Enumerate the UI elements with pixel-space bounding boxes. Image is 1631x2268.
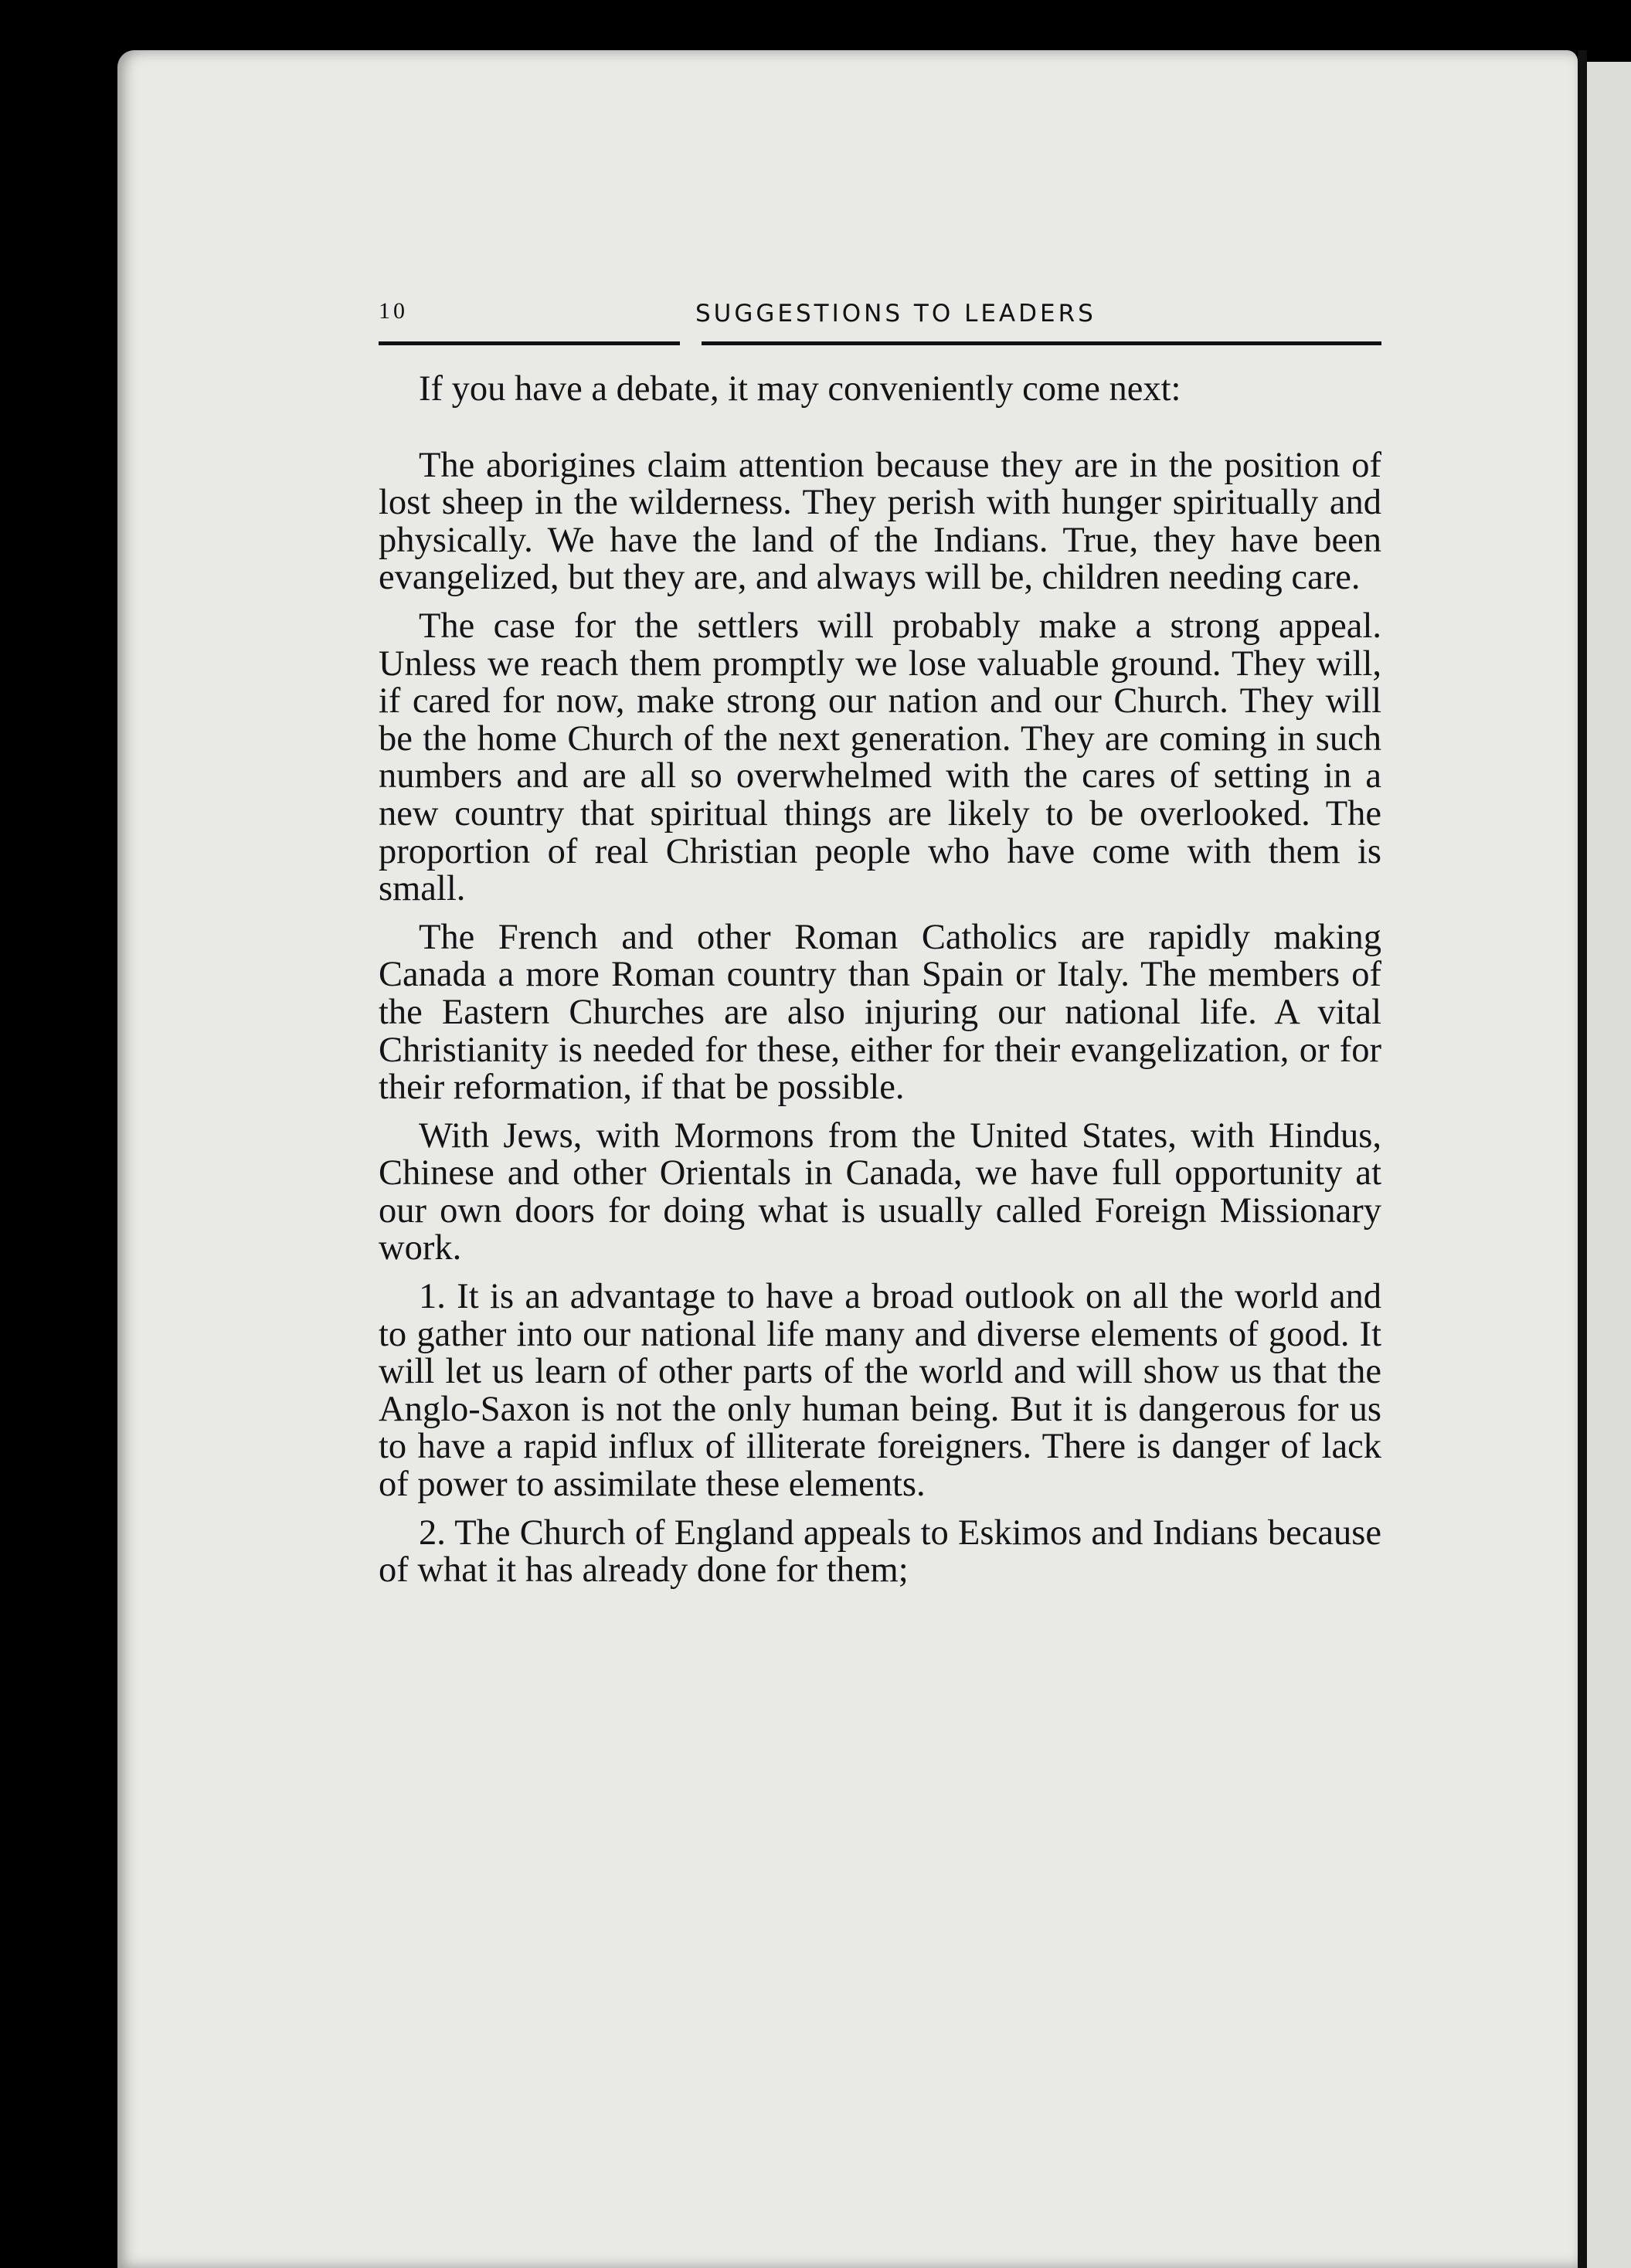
body-text bbox=[379, 371, 1381, 1962]
page-number: 10 bbox=[379, 298, 408, 324]
paragraph-aborigines: The aborigines claim attention because they are in the position of lost sheep in the wilderness. They perish with hunger spiritually and physically. We have the land of the Indians. True, they have been evangelized, but they are, and always will be, children needing care. bbox=[379, 445, 1381, 598]
page-gutter bbox=[1578, 50, 1587, 2268]
facing-page-edge bbox=[1587, 62, 1631, 2268]
paragraph-foreign-missionary: With Jews, with Mormons from the United States, with Hindus, Chinese and other Orientals in Canada, we have full opportunity at our own doors for doing what is usually called Foreign Missionary work. bbox=[379, 1115, 1381, 1268]
paragraph-point-1: 1. It is an advantage to have a broad outlook on all the world and to gather into our national life many and diverse elements of good. It will let us learn of other parts of the world and will show us that the Anglo-Saxon is not the only human being. But it is dangerous for us to have a rapid influx of illiterate foreigners. There is danger of lack of power to assimilate these elements. bbox=[379, 1277, 1381, 1505]
running-head: SUGGESTIONS TO LEADERS bbox=[695, 300, 1096, 328]
header-rule-right bbox=[702, 341, 1381, 345]
page-header bbox=[379, 294, 1383, 340]
paragraph-roman-catholics: The French and other Roman Catholics are rapidly making Canada a more Roman country than Spain or Italy. The members of the Eastern Churches are also injuring our national life. A vital Christianity is needed for these, either for their evangelization, or for their reformation, if that be possible. bbox=[379, 917, 1381, 1108]
header-rule-left bbox=[379, 341, 680, 345]
paragraph-point-2: 2. The Church of England appeals to Eskimos and Indians because of what it has already done for them; bbox=[379, 1513, 1381, 1591]
paragraph-intro: If you have a debate, it may conveniently come next: bbox=[419, 369, 1181, 409]
paragraph-settlers: The case for the settlers will probably make a strong appeal. Unless we reach them promptly we lose valuable ground. They will, if cared for now, make strong our nation and our Church. They will be the home Church of the next generation. They are coming in such numbers and are all so overwhelmed with the cares of setting in a new country that spiritual things are likely to be overlooked. The proportion of real Christian people who have come with them is small. bbox=[379, 606, 1381, 909]
